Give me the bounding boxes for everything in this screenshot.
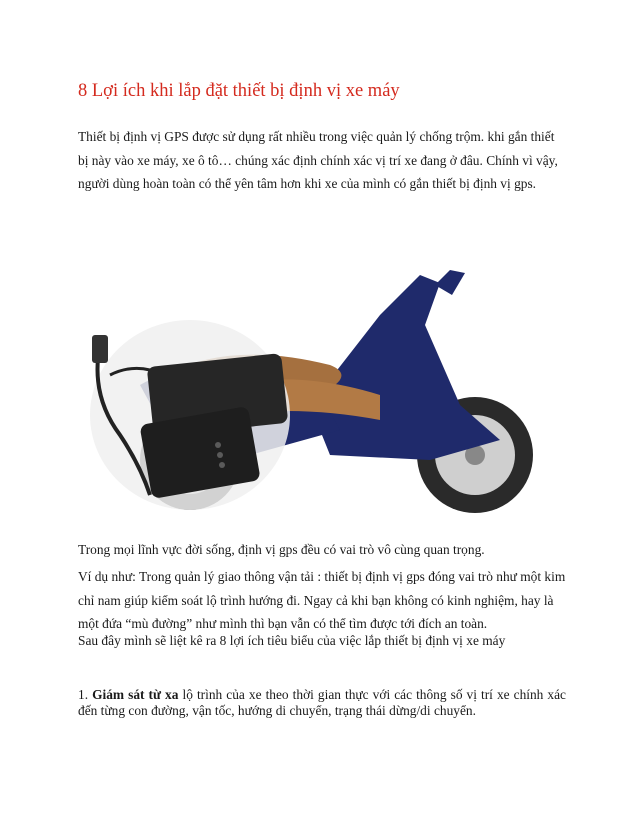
paragraph-example: Ví dụ như: Trong quản lý giao thông vận tải : thiết bị định vị gps đóng vai trò như một kim chỉ nam giúp kiểm soát lộ trình hướng đi. Ngay cả khi bạn không có kinh nghiệm, hay là một đứa “mù đường” như mình thì bạn vẫn có thể tìm được tới đích an toàn. (78, 569, 566, 631)
paragraph-importance: Trong mọi lĩnh vực đời sống, định vị gps đều có vai trò vô cùng quan trọng. (78, 542, 485, 557)
scooter-gps-image (80, 255, 560, 525)
document-title: 8 Lợi ích khi lắp đặt thiết bị định vị xe máy (78, 81, 400, 101)
list-item-1-heading: Giám sát từ xa (92, 687, 179, 702)
list-item-1-number: 1. (78, 687, 89, 702)
list-item-1-text: lộ trình của xe theo thời gian thực với các thông số vị trí xe chính xác đến từng con đường, vận tốc, hướng di chuyển, trạng thái dừng/di chuyển. (78, 687, 566, 718)
intro-paragraph: Thiết bị định vị GPS được sử dụng rất nhiều trong việc quản lý chống trộm. khi gắn thiết bị này vào xe máy, xe ô tô… chúng xác định chính xác vị trí xe đang ở đâu. Chính vì vậy, người dùng hoàn toàn có thể yên tâm hơn khi xe của mình có gắn thiết bị định vị gps. (78, 129, 558, 191)
paragraph-list-intro: Sau đây mình sẽ liệt kê ra 8 lợi ích tiêu biểu của việc lắp thiết bị định vị xe máy (78, 633, 506, 648)
list-item-1 (78, 687, 566, 719)
